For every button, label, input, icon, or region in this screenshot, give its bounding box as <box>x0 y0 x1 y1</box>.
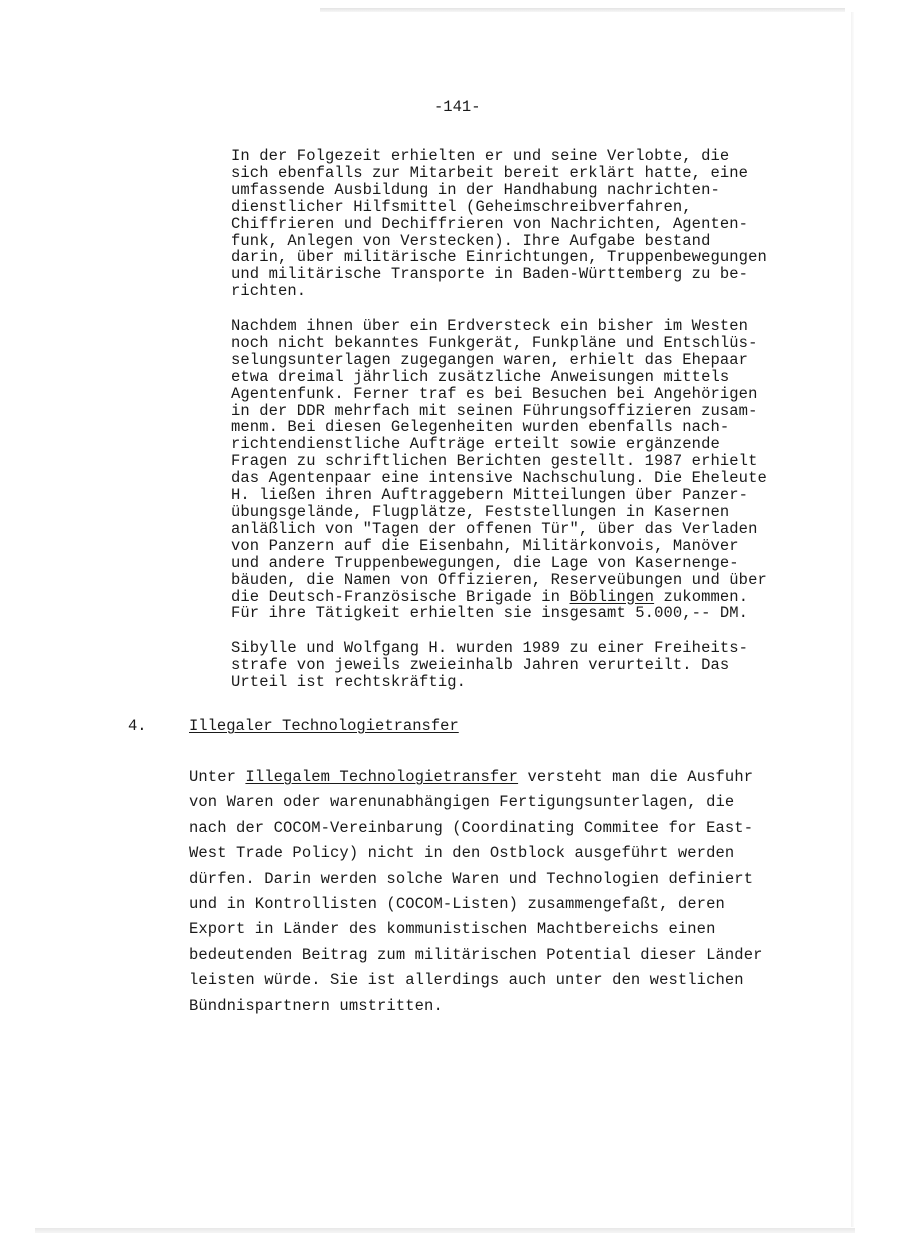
text-line: richtendienstliche Aufträge erteilt sowie ergänzende <box>231 435 720 454</box>
text-line: Sibylle und Wolfgang H. wurden 1989 zu einer Freiheits- <box>231 639 749 657</box>
text-line: umfassende Ausbildung in der Handhabung nachrichten- <box>231 180 720 199</box>
text-line: H. ließen ihren Auftraggebern Mitteilungen über Panzer- <box>231 486 749 505</box>
text-line: Bündnispartnern umstritten. <box>189 996 443 1015</box>
text-line: Urteil ist rechtskräftig. <box>231 672 467 691</box>
text-line: und militärische Transporte in Baden-Württemberg zu be- <box>231 265 749 284</box>
text-line: Export in Länder des kommunistischen Machtbereichs einen <box>189 920 716 939</box>
text-line: Nachdem ihnen über ein Erdversteck ein bisher im Westen <box>231 317 749 335</box>
text-line-definition <box>189 765 763 790</box>
text-line: bäuden, die Namen von Offizieren, Reserveübungen und über <box>231 570 767 589</box>
text-fragment: versteht man die Ausfuhr <box>518 768 754 786</box>
text-line: das Agentenpaar eine intensive Nachschulung. Die Eheleute <box>231 469 767 488</box>
page-number: -141- <box>434 98 481 116</box>
scan-edge-bottom <box>35 1228 855 1233</box>
scan-edge-top <box>320 8 845 12</box>
text-line: bedeutenden Beitrag zum militärischen Potential dieser Länder <box>189 945 763 964</box>
paragraph-technology-transfer <box>189 765 763 1019</box>
text-line: Für ihre Tätigkeit erhielten sie insgesamt 5.000,-- DM. <box>231 604 749 623</box>
section-title: Illegaler Technologietransfer <box>189 717 459 735</box>
text-line: von Waren oder warenunabhängigen Fertigungsunterlagen, die <box>189 793 735 812</box>
text-line: Agentenfunk. Ferner traf es bei Besuchen bei Angehörigen <box>231 384 758 403</box>
text-fragment: Unter <box>189 768 246 786</box>
text-fragment: die Deutsch-Französische Brigade in <box>231 587 570 606</box>
underlined-term: Illegalem Technologietransfer <box>245 768 519 786</box>
text-fragment: zukommen. <box>654 587 749 606</box>
text-line: und in Kontrollisten (COCOM-Listen) zusammengefaßt, deren <box>189 895 725 914</box>
text-line: übungsgelände, Flugplätze, Feststellungen in Kasernen <box>231 502 730 521</box>
text-line: West Trade Policy) nicht in den Ostblock ausgeführt werden <box>189 844 735 863</box>
text-line: in der DDR mehrfach mit seinen Führungsoffizieren zusam- <box>231 401 758 420</box>
text-line: von Panzern auf die Eisenbahn, Militärkonvois, Manöver <box>231 536 739 555</box>
section-number: 4. <box>128 717 147 735</box>
paragraph-activities <box>231 318 767 622</box>
text-line: Fragen zu schriftlichen Berichten gestellt. 1987 erhielt <box>231 452 758 471</box>
text-line: sich ebenfalls zur Mitarbeit bereit erklärt hatte, eine <box>231 163 749 182</box>
text-line: Chiffrieren und Dechiffrieren von Nachrichten, Agenten- <box>231 214 749 233</box>
scan-edge-right <box>851 12 854 1227</box>
text-line: noch nicht bekanntes Funkgerät, Funkpläne und Entschlüs- <box>231 333 758 352</box>
text-line: etwa dreimal jährlich zusätzliche Anweisungen mittels <box>231 367 730 386</box>
text-line: In der Folgezeit erhielten er und seine Verlobte, die <box>231 147 730 165</box>
text-line: selungsunterlagen zugegangen waren, erhielt das Ehepaar <box>231 350 749 369</box>
paragraph-training <box>231 148 767 300</box>
text-line: funk, Anlegen von Verstecken). Ihre Aufgabe bestand <box>231 231 711 250</box>
text-line: darin, über militärische Einrichtungen, Truppenbewegungen <box>231 248 767 267</box>
text-line: und andere Truppenbewegungen, die Lage von Kasernenge- <box>231 553 739 572</box>
text-line: leisten würde. Sie ist allerdings auch unter den westlichen <box>189 971 744 990</box>
paragraph-verdict <box>231 640 748 691</box>
text-line: nach der COCOM-Vereinbarung (Coordinating Commitee for East- <box>189 818 754 837</box>
text-line: dienstlicher Hilfsmittel (Geheimschreibverfahren, <box>231 197 692 216</box>
text-line-boeblingen <box>231 589 767 606</box>
underlined-place-name: Böblingen <box>569 587 655 606</box>
text-line: dürfen. Darin werden solche Waren und Technologien definiert <box>189 869 754 888</box>
text-line: richten. <box>231 282 307 301</box>
text-line: anläßlich von "Tagen der offenen Tür", über das Verladen <box>231 519 758 538</box>
text-line: menm. Bei diesen Gelegenheiten wurden ebenfalls nach- <box>231 418 730 437</box>
text-line: strafe von jeweils zweieinhalb Jahren verurteilt. Das <box>231 655 730 674</box>
